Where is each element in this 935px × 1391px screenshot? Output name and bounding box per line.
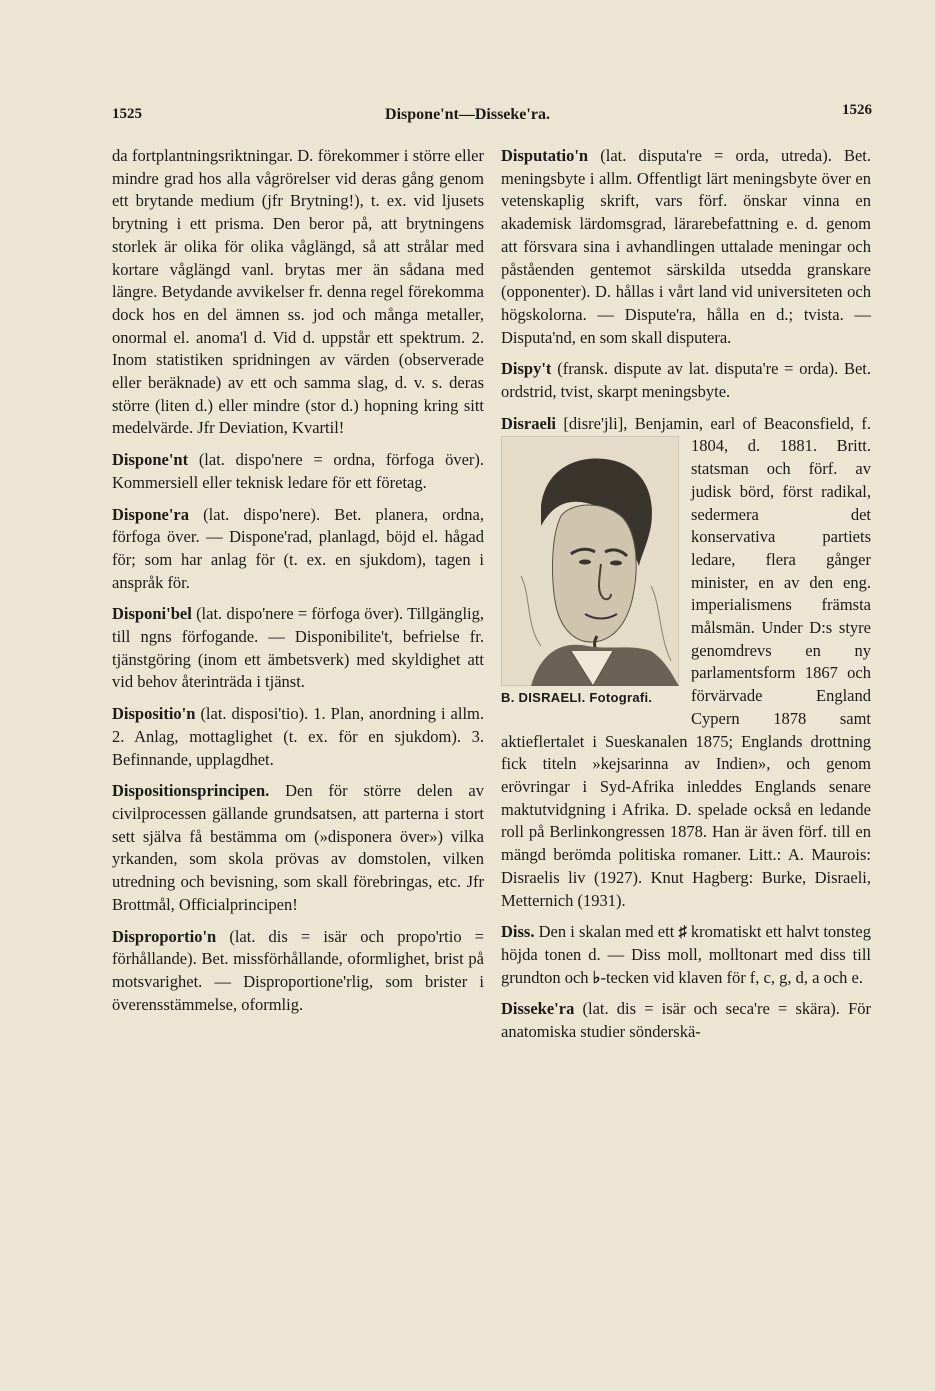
entry-body: kromatiskt ett halvt tonsteg höjda tonen d. — Diss moll, molltonart med diss till grundton och	[501, 922, 871, 987]
entry-disraeli	[501, 413, 871, 912]
portrait-figure	[501, 436, 679, 710]
entry-diss	[501, 921, 871, 989]
entry-disponera	[112, 504, 484, 595]
headword: Dispone'nt	[112, 450, 189, 470]
entry-body-intro: [disre'jli], Benjamin, earl of Beaconsfield, f. 1804, d. 1881. Britt.	[563, 413, 872, 456]
headword: Disputatio'n	[501, 146, 589, 165]
entry-body: (lat. disputa're = orda, utreda). Bet. meningsbyte i allm. Offentligt lärt meningsbyte över en vetenskaplig skrift, vars förf. önskar vinna en akademisk lärdomsgrad, lärarebefattning e. d. genom att försvara sina i avhandlingen uttalade meningar och påståenden gentemot särskilda utsedda granskare (opponenter). D. hållas i vårt land vid universiteten och högskolorna. — Dispute'ra, hålla en d.; tvista. — Disputa'nd, en som skall disputera.	[501, 146, 872, 347]
flat-sign-icon: ♭	[592, 967, 601, 987]
entry-disponibel	[112, 603, 484, 694]
headword: Disseke'ra	[501, 999, 575, 1019]
page-number-right: 1526	[842, 102, 872, 118]
entry-body: -tecken vid klaven för f, c, g, d, a och e.	[600, 967, 863, 987]
entry-body: (lat. dispo'nere). Bet. planera, ordna, förfoga över. — Dispone'rad, planlagd, böjd el. hågad för; som har anlag för (t. ex. en sjukdom), tagen i anspråk för.	[112, 504, 485, 592]
continuation-text: da fortplantningsriktningar. D. förekommer i större eller mindre grad hos alla vågrörelser vid deras gång genom ett brytande medium (jfr Brytning!), t. ex. vid ljusets brytning i ett prisma. Den beror på, att brytningens storlek är olika för olika våglängd, så att strålar med kortare våglängd vanl. brytas mer än sådana med längre. Betydande avvikelser fr. denna regel förekomma dock hos en del ämnen ss. jod och många metaller, onormal el. anoma'l d. Vid d. uppstår ett spektrum. 2. Inom statistiken spridningen av värden (observerade eller beräknade) av ett och samma slag, d. v. s. deras större (liten d.) eller mindre (stor d.) hopning kring sitt medelvärde. Jfr Deviation, Kvartil!	[112, 146, 484, 438]
entry-body: (lat. dispo'nere = ordna, förfoga över). Kommersiell eller teknisk ledare för ett företag.	[112, 450, 485, 492]
headword: Diss.	[501, 922, 535, 942]
portrait-image	[501, 436, 679, 686]
headword: Dispositio'n	[112, 704, 196, 724]
entry-body: (lat. disposi'tio). 1. Plan, anordning i allm. 2. Anlag, mottaglighet (t. ex. för en sjukdom). 3. Befinnande, upplagdhet.	[112, 704, 484, 769]
entry-body: (lat. dis = isär och seca're = skära). För anatomiska studier sönderskä-	[501, 999, 871, 1042]
entry-disposition	[112, 703, 484, 771]
entry-disproportion	[112, 926, 484, 1017]
headword: Disproportio'n	[112, 926, 217, 946]
entry-dissekera	[501, 998, 871, 1043]
entry-disponent	[112, 449, 484, 494]
entry-disputation	[501, 145, 871, 349]
entry-dispyt	[501, 358, 871, 403]
running-head: Dispone'nt—Disseke'ra.	[385, 106, 550, 123]
figure-caption: B. DISRAELI. Fotografi.	[501, 690, 653, 706]
headword: Dispone'ra	[112, 504, 190, 524]
page-number-left: 1525	[112, 106, 142, 122]
right-column	[501, 145, 871, 1053]
entry-body: Den i skalan med ett	[538, 922, 675, 942]
headword: Disraeli	[501, 413, 556, 433]
headword: Disponi'bel	[112, 604, 192, 624]
entry-body: statsman och förf. av judisk börd, först radikal, sedermera det konservativa partiets ledare, flera gånger minister, en av den eng. imperialismens främsta målsmän. Under D:s styre genomdrevs en ny parlamentsform 1867 och förvärvade England Cypern 1878 samt aktieflertalet i Sueskanalen 1875; Englands drottning fick titeln »kejsarinna av Indien», och genom erövringar i Syd-Afrika inleddes Englands senare maktutvidgning i Afrika. D. spelade också en ledande roll på Berlinkongressen 1878. Han är även förf. till en mängd berömda politiska romaner. Litt.: A. Maurois: Disraelis liv (1927). Knut Hagberg: Burke, Disraeli, Metternich (1931).	[501, 459, 871, 910]
entry-body: (lat. dis = isär och propo'rtio = förhållande). Bet. missförhållande, oformlighet, brist på motsvarighet. — Disproportione'rlig, som brister i överensstämmelse, oformlig.	[112, 926, 484, 1014]
entry-body: Den för större delen av civilprocessen gällande grundsatsen, att parterna i stort sett själva få bestämma om (»disponera över») vilka yrkanden, som skola prövas av domstolen, vilken utredning och bevisning, som skall förebringas, etc. Jfr Brottmål, Officialprincipen!	[112, 781, 484, 914]
entry-body: (fransk. dispute av lat. disputa're = orda). Bet. ordstrid, tvist, skarpt meningsbyte.	[501, 359, 871, 402]
sharp-sign-icon: ♯	[678, 922, 687, 942]
headword: Dispy't	[501, 359, 552, 379]
headword: Dispositionsprincipen.	[112, 781, 270, 801]
left-column	[112, 145, 484, 1025]
entry-dispositionsprincipen	[112, 780, 484, 916]
entry-body: (lat. dispo'nere = förfoga över). Tillgänglig, till ngns förfogande. — Disponibilite't, befrielse fr. tjänstgöring (inom ett ämbetsverk) med skyldighet att vid behov återinträda i tjänst.	[112, 604, 485, 692]
